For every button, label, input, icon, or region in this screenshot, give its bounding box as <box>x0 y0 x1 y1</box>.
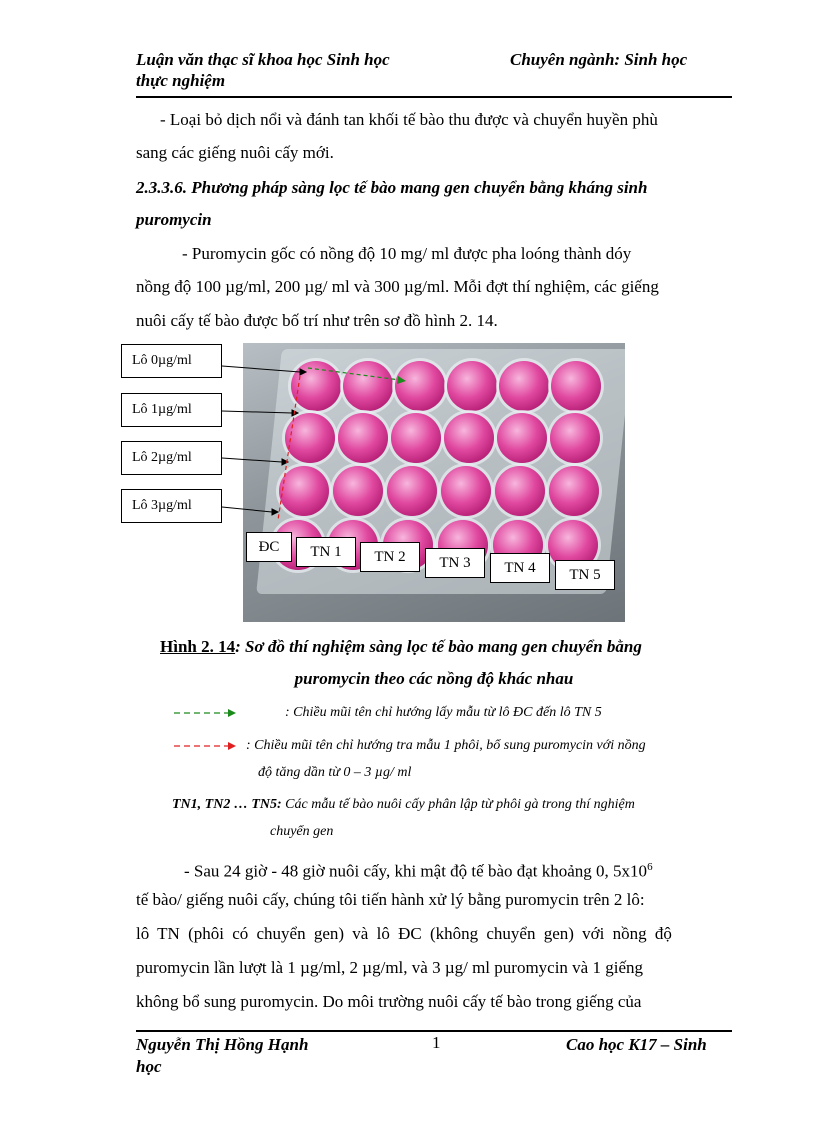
col-label-tn1: TN 1 <box>296 537 356 567</box>
red-dosing-arrow <box>278 376 300 520</box>
p1-line1: - Loại bỏ dịch nổi và đánh tan khối tế bào thu được và chuyển huyền phù <box>160 110 658 129</box>
p3-line1-text: - Sau 24 giờ - 48 giờ nuôi cấy, khi mật độ tế bào đạt khoảng 0, 5x10 <box>184 861 648 881</box>
p3-line3: lô TN (phôi có chuyển gen) và lô ĐC (không chuyển gen) với nồng độ <box>136 924 672 943</box>
p3-line4: puromycin lần lượt là 1 µg/ml, 2 µg/ml, và 3 µg/ ml puromycin và 1 giếng <box>136 958 643 977</box>
footer-author-line1: Nguyễn Thị Hồng Hạnh <box>136 1035 309 1054</box>
p1-line2: sang các giếng nuôi cấy mới. <box>136 143 334 162</box>
legend-tn-line1 <box>172 797 635 813</box>
figure-caption-line1 <box>160 637 732 657</box>
legend-tn-rest: Các mẫu tế bào nuôi cấy phân lập từ phôi gà trong thí nghiệm <box>281 797 635 812</box>
col-label-tn2: TN 2 <box>360 542 420 572</box>
green-arrow-legend-icon <box>172 707 238 719</box>
p3-line5: không bổ sung puromycin. Do môi trường nuôi cấy tế bào trong giếng của <box>136 992 642 1011</box>
row-label-lo-0: Lô 0µg/ml <box>121 344 222 378</box>
legend-red-text-line1: : Chiều mũi tên chỉ hướng tra mẫu 1 phôi, bổ sung puromycin với nồng <box>246 738 646 753</box>
footer-right: Cao học K17 – Sinh <box>566 1035 707 1054</box>
row-label-lo-2: Lô 2µg/ml <box>121 441 222 475</box>
row-pointer-arrows <box>222 366 306 515</box>
red-arrow-legend-icon <box>172 740 238 752</box>
legend-red-text-line2: độ tăng dần từ 0 – 3 µg/ ml <box>258 765 412 780</box>
header-right: Chuyên ngành: Sinh học <box>510 50 688 69</box>
p2-line2: nồng độ 100 µg/ml, 200 µg/ ml và 300 µg/ml. Mỗi đợt thí nghiệm, các giếng <box>136 277 659 296</box>
header-left-line1: Luận văn thạc sĩ khoa học Sinh học <box>136 50 390 69</box>
figure-caption-rest: : Sơ đồ thí nghiệm sàng lọc tế bào mang gen chuyển bằng <box>235 637 642 656</box>
p3-line2: tế bào/ giếng nuôi cấy, chúng tôi tiến hành xử lý bằng puromycin trên 2 lô: <box>136 890 645 909</box>
col-label-tn3: TN 3 <box>425 548 485 578</box>
footer-rule <box>136 1030 732 1032</box>
p2-line3: nuôi cấy tế bào được bố trí như trên sơ đồ hình 2. 14. <box>136 311 498 330</box>
header-left-line2: thực nghiệm <box>136 71 226 90</box>
row-label-lo-3: Lô 3µg/ml <box>121 489 222 523</box>
legend-tn-line2: chuyển gen <box>270 824 334 839</box>
row-label-lo-1: Lô 1µg/ml <box>121 393 222 427</box>
green-sampling-arrow <box>308 368 406 384</box>
legend-green-text: : Chiều mũi tên chỉ hướng lấy mẫu từ lô ĐC đến lô TN 5 <box>285 705 602 720</box>
col-label-tn4: TN 4 <box>490 553 550 583</box>
p2-line1: - Puromycin gốc có nồng độ 10 mg/ ml được pha loóng thành dóy <box>182 244 632 263</box>
section-heading-line2: puromycin <box>136 210 212 229</box>
section-heading-line1: 2.3.3.6. Phương pháp sàng lọc tế bào mang gen chuyển bằng kháng sinh <box>136 178 648 197</box>
figure-caption-line2: puromycin theo các nồng độ khác nhau <box>294 669 574 688</box>
footer-author-line2: học <box>136 1057 162 1076</box>
col-label-dc: ĐC <box>246 532 292 562</box>
legend-tn-bold: TN1, TN2 … TN5: <box>172 797 282 812</box>
page-number: 1 <box>432 1033 441 1052</box>
figure-caption-prefix: Hình 2. 14 <box>160 637 236 656</box>
col-label-tn5: TN 5 <box>555 560 615 590</box>
p3-superscript: 6 <box>647 861 653 873</box>
